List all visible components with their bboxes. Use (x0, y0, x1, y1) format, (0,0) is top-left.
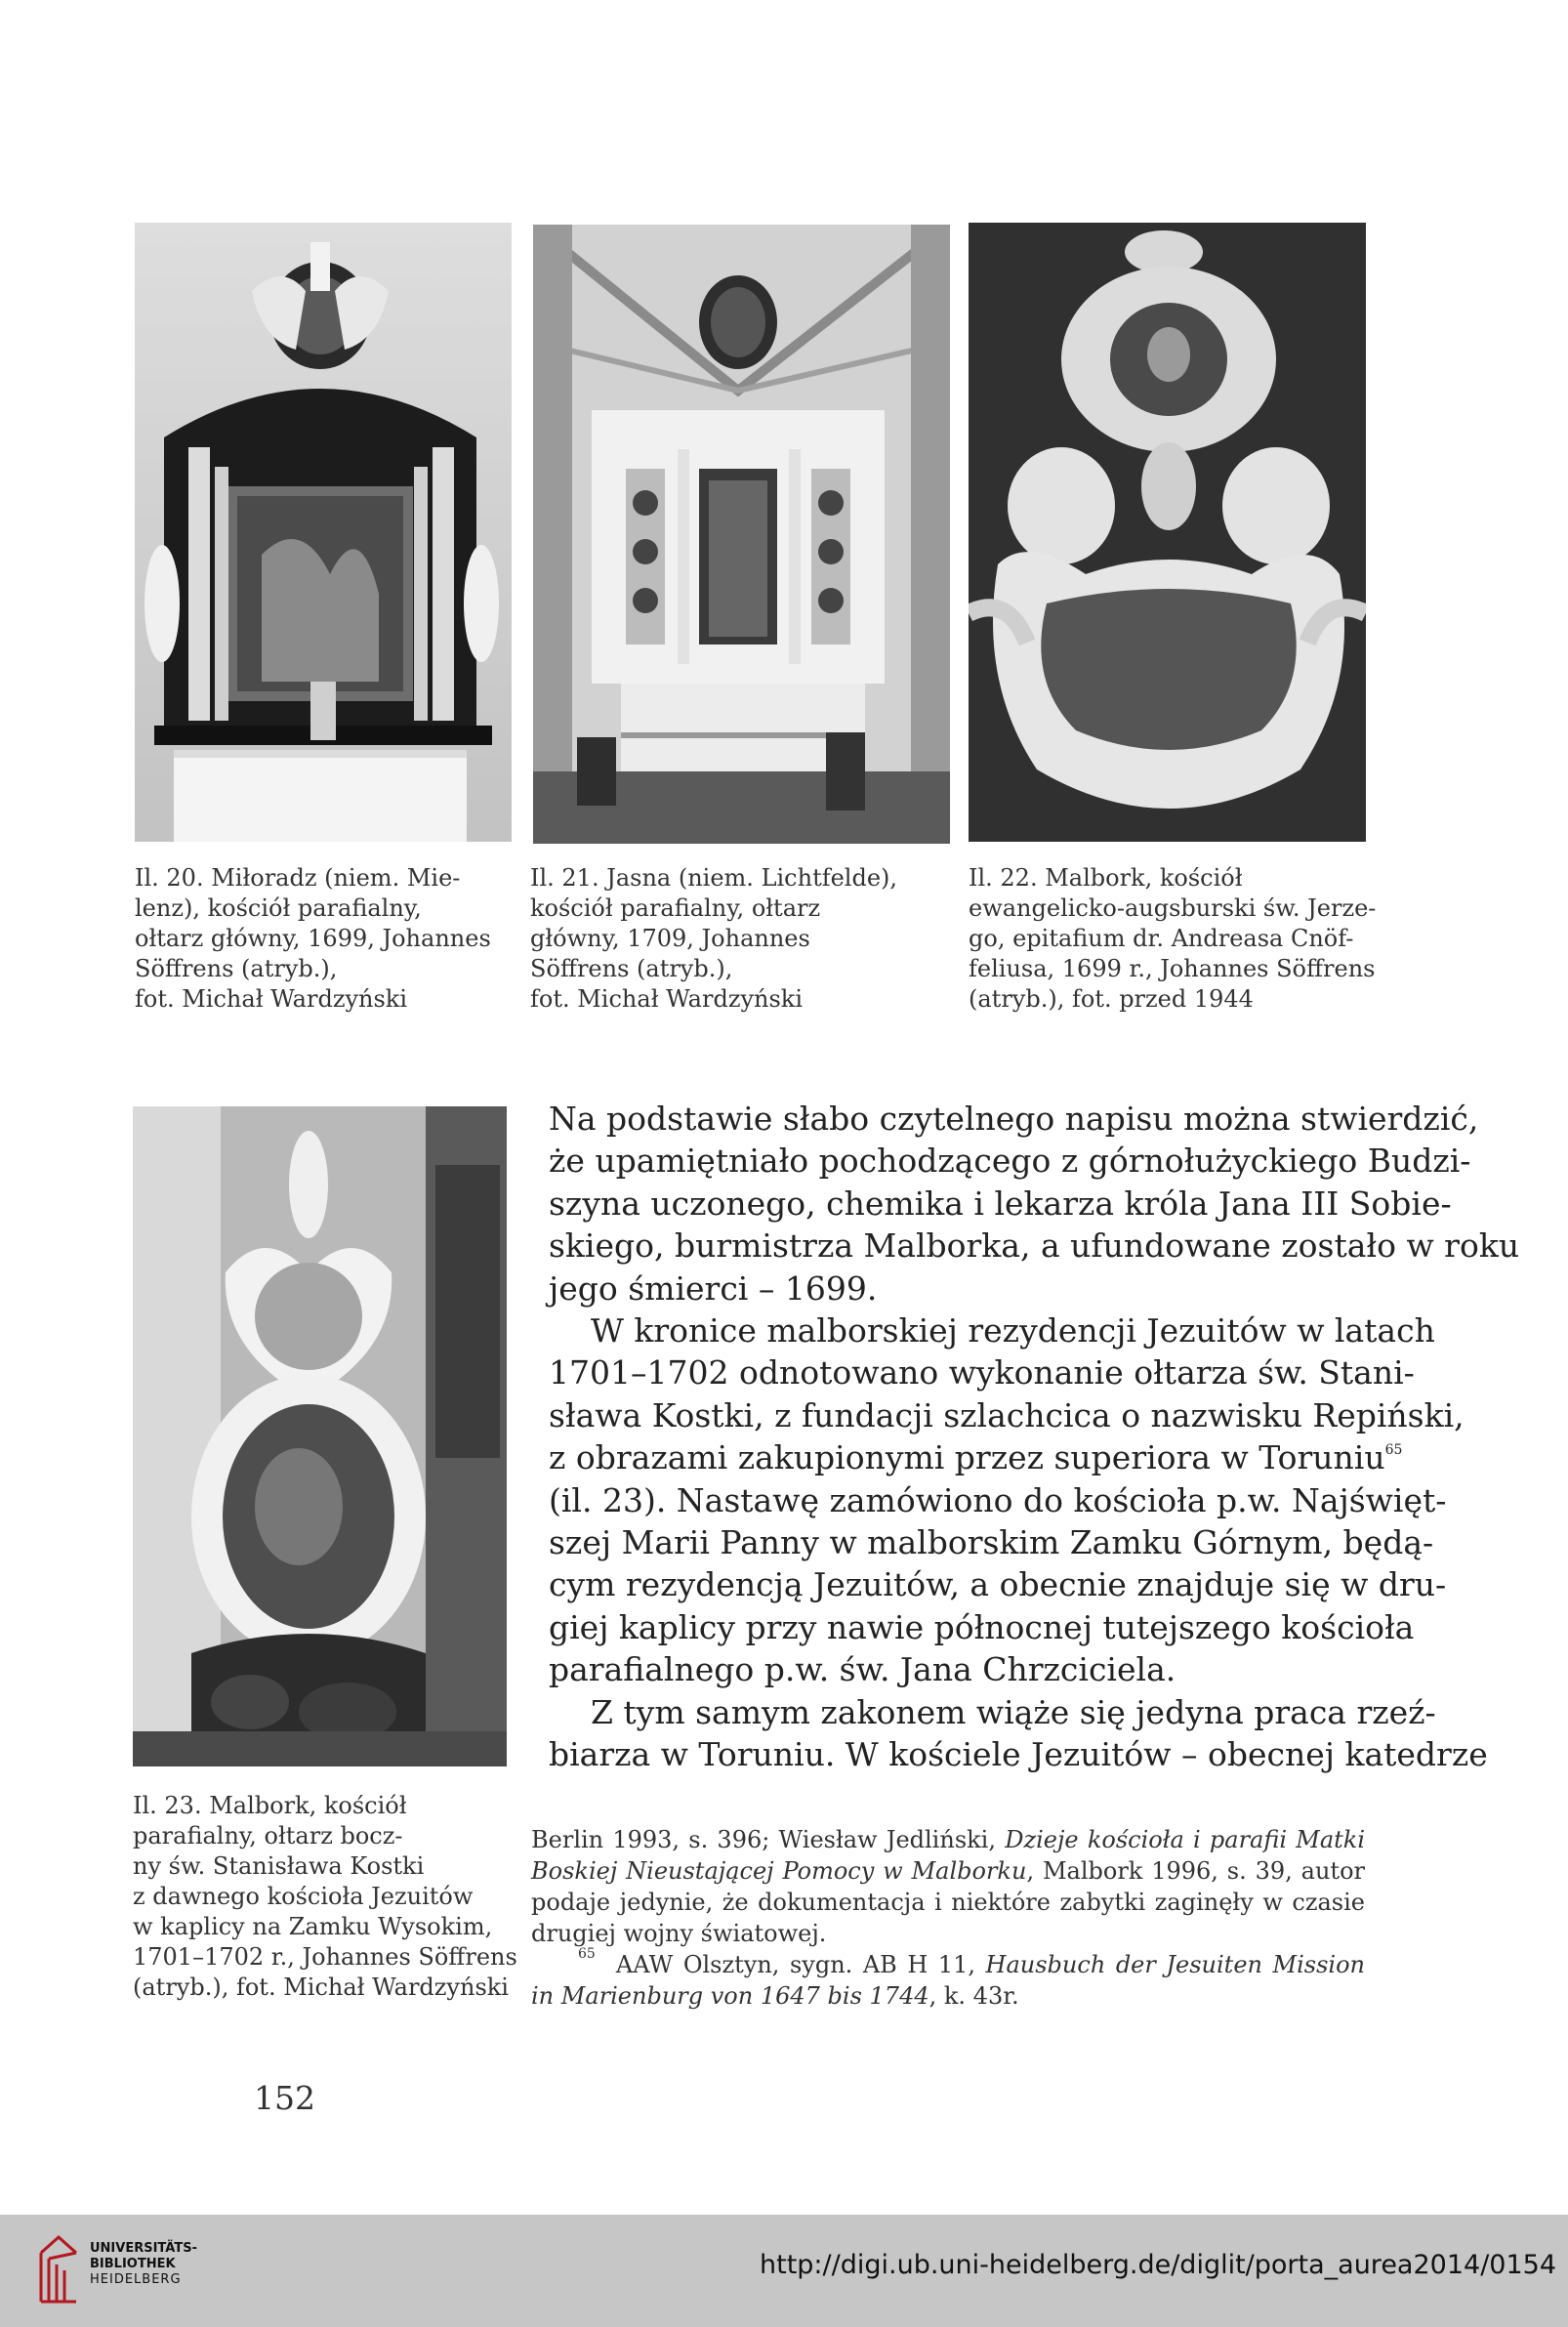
footnote-line (531, 1980, 1365, 2012)
body-line: Z tym samym zakonem wiąże się jedyna praca rzeź- (591, 1692, 1436, 1731)
body-line: cym rezydencją Jezuitów, a obecnie znajduje się w dru- (549, 1565, 1447, 1604)
caption-line: (atryb.), fot. przed 1944 (969, 985, 1254, 1013)
body-text (549, 1098, 1520, 1776)
source-url-link[interactable]: http://digi.ub.uni-heidelberg.de/diglit/porta_aurea2014/0154 (760, 2250, 1556, 2280)
caption-line: Il. 21. Jasna (niem. Lichtfelde), (530, 864, 898, 892)
caption-line: kościół parafialny, ołtarz (530, 894, 821, 922)
footnote-title: in Marienburg von 1647 bis 1744 (531, 1982, 929, 2010)
footnote-line: drugiej wojny światowej. (531, 1920, 827, 1947)
caption-line: fot. Michał Wardzyński (530, 985, 804, 1013)
body-line: (il. 23). Nastawę zamówiono do kościoła p.w. Najświęt- (549, 1480, 1447, 1519)
caption-line: z dawnego kościoła Jezuitów (133, 1883, 474, 1910)
body-line-text: z obrazami zakupionymi przez superiora w Toruniu (549, 1438, 1385, 1477)
footnote-title: Hausbuch der Jesuiten Mission (985, 1951, 1365, 1978)
footnote-line (531, 1824, 1365, 1855)
body-line: W kronice malborskiej rezydencji Jezuitów w latach (591, 1311, 1435, 1350)
library-logo-icon[interactable] (37, 2233, 80, 2306)
footnotes (531, 1824, 1365, 2012)
footer-band (0, 2215, 1568, 2327)
figure-22-caption (969, 863, 1376, 1015)
body-line: giej kaplicy przy nawie północnej tutejszego kościoła (549, 1607, 1415, 1646)
caption-line: ewangelicko-augsburski św. Jerze- (969, 894, 1377, 922)
caption-line: ny św. Stanisława Kostki (133, 1852, 425, 1880)
body-line: parafialnego p.w. św. Jana Chrzciciela. (549, 1650, 1176, 1689)
footnote-number: 65 (578, 1946, 596, 1962)
figure-21-photo (533, 225, 950, 844)
caption-line: Söffrens (atryb.), (530, 955, 733, 982)
body-line: szyna uczonego, chemika i lekarza króla Jana III Sobie- (549, 1184, 1452, 1223)
footnote-title: Dzieje kościoła i parafii Matki (1005, 1826, 1365, 1853)
footnote-65 (531, 1946, 1365, 1980)
caption-line: Il. 22. Malbork, kościół (969, 864, 1243, 892)
library-name-line: HEIDELBERG (90, 2272, 182, 2287)
caption-line: 1701–1702 r., Johannes Söffrens (133, 1943, 517, 1971)
caption-line: Il. 23. Malbork, kościół (133, 1792, 407, 1819)
body-line-with-footnote (549, 1436, 1403, 1478)
body-line: skiego, burmistrza Malborka, a ufundowane zostało w roku (549, 1226, 1520, 1266)
body-line: jego śmierci – 1699. (549, 1268, 878, 1308)
figure-23-photo (133, 1106, 507, 1766)
figure-20-caption (135, 863, 491, 1015)
footnote-line: podaje jedynie, że dokumentacja i niektóre zabytki zaginęły w czasie (531, 1889, 1365, 1916)
figure-22-photo (969, 223, 1366, 842)
footnote-text: , Malbork 1996, s. 39, autor (1026, 1857, 1365, 1885)
footnote-text: AAW Olsztyn, sygn. AB H 11, (615, 1951, 986, 1978)
caption-line: go, epitafium dr. Andreasa Cnöf- (969, 925, 1354, 952)
caption-line: Söffrens (atryb.), (135, 955, 338, 982)
library-name-line: UNIVERSITÄTS- (90, 2241, 197, 2256)
caption-line: lenz), kościół parafialny, (135, 894, 422, 922)
figure-21-caption (530, 863, 897, 1015)
body-line: szej Marii Panny w malborskim Zamku Górnym, będą- (549, 1523, 1434, 1562)
caption-line: w kaplicy na Zamku Wysokim, (133, 1913, 493, 1940)
caption-line: główny, 1709, Johannes (530, 925, 810, 952)
body-line: Na podstawie słabo czytelnego napisu można stwierdzić, (549, 1100, 1479, 1138)
page-number: 152 (254, 2079, 315, 2117)
figure-20-photo (135, 223, 512, 842)
caption-line: feliusa, 1699 r., Johannes Söffrens (969, 955, 1376, 982)
body-line: biarza w Toruniu. W kościele Jezuitów – obecnej katedrze (549, 1735, 1488, 1774)
caption-line: fot. Michał Wardzyński (135, 985, 408, 1013)
library-name[interactable] (90, 2241, 197, 2288)
library-name-line: BIBLIOTHEK (90, 2257, 176, 2271)
footnote-text: Berlin 1993, s. 396; Wiesław Jedliński, (531, 1826, 1006, 1853)
caption-line: (atryb.), fot. Michał Wardzyński (133, 1974, 509, 2001)
body-line: sława Kostki, z fundacji szlachcica o nazwisku Repiński, (549, 1395, 1465, 1434)
body-line: że upamiętniało pochodzącego z górnołużyckiego Budzi- (549, 1142, 1471, 1181)
footnote-text: , k. 43r. (928, 1982, 1019, 2010)
caption-line: ołtarz główny, 1699, Johannes (135, 925, 491, 952)
footnote-line (531, 1855, 1365, 1887)
body-line: 1701–1702 odnotowano wykonanie ołtarza św. Stani- (549, 1353, 1415, 1392)
caption-line: parafialny, ołtarz bocz- (133, 1822, 403, 1849)
caption-line: Il. 20. Miłoradz (niem. Mie- (135, 864, 461, 892)
footnote-reference[interactable]: 65 (1384, 1442, 1403, 1459)
footnote-title: Boskiej Nieustającej Pomocy w Malborku (531, 1857, 1027, 1885)
figure-23-caption (133, 1791, 517, 2003)
